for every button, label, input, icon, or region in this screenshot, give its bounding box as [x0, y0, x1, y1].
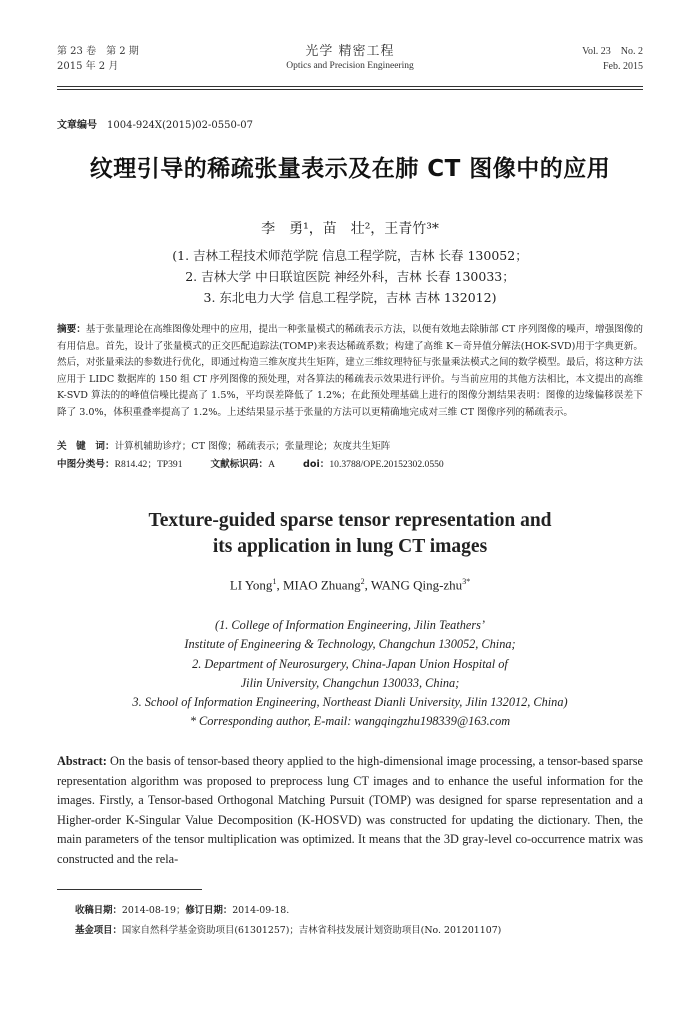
affiliations-cn — [0, 245, 700, 308]
clc-value: R814.42；TP391 — [114, 459, 183, 470]
corresponding-author: * Corresponding author, E-mail: wangqingzhu198339@163.com — [189, 714, 511, 729]
header-rule-thick — [57, 86, 643, 87]
footnote-dates — [75, 902, 289, 916]
keywords-cn-label: 关 键 词： — [57, 441, 115, 452]
abstract-en — [57, 752, 643, 869]
affiliation-en-1: (1. College of Information Engineering, Jilin Teathers’ — [214, 618, 486, 632]
title-en — [0, 508, 700, 560]
revised-label: 修订日期： — [185, 905, 233, 916]
affiliation-en-3: 3. School of Information Engineering, Northeast Dianli University, Jilin 132012, China) — [132, 695, 568, 710]
affiliation-en-2: 2. Department of Neurosurgery, China-Japan Union Hospital of — [192, 656, 508, 671]
abstract-en-label: Abstract: — [57, 754, 107, 768]
header-right — [582, 44, 643, 74]
abstract-cn-label: 摘要： — [57, 324, 86, 335]
footnote-funding — [75, 922, 501, 936]
journal-title-cn: 光学 精密工程 — [305, 44, 395, 59]
author-3: WANG Qing-zhu — [370, 577, 463, 593]
fund-label: 基金项目： — [75, 925, 122, 936]
volume-cn: 第 23 卷 第 2 期 — [57, 46, 139, 57]
clc-label: 中图分类号： — [57, 459, 115, 470]
affiliation-cn-2: 2. 吉林大学 中日联谊医院 神经外科，吉林 长春 130033； — [185, 269, 515, 284]
article-number-label: 文章编号 — [57, 120, 97, 131]
affiliation-cn-3: 3. 东北电力大学 信息工程学院，吉林 吉林 132012) — [203, 290, 497, 305]
keywords-cn-text: 计算机辅助诊疗；CT 图像；稀疏表示；张量理论；灰度共生矩阵 — [114, 441, 391, 452]
date-cn: 2015 年 2 月 — [57, 61, 119, 72]
fund-text: 国家自然科学基金资助项目(61301257)；吉林省科技发展计划资助项目(No. 201201107) — [121, 925, 502, 936]
title-cn: 纹理引导的稀疏张量表示及在肺 CT 图像中的应用 — [89, 156, 611, 182]
received-date: 2014-08-19； — [121, 905, 186, 916]
abstract-cn — [57, 322, 643, 422]
author-3-sup: 3* — [462, 577, 471, 586]
author-1-sup: 1 — [272, 577, 277, 586]
article-number — [57, 116, 253, 131]
doc-code-value: A — [268, 459, 276, 470]
author-1: LI Yong — [229, 577, 273, 593]
affiliation-en-2b: Jilin University, Changchun 130033, China; — [240, 675, 460, 690]
footnote-rule — [57, 889, 202, 890]
abstract-cn-text: 基于张量理论在高维图像处理中的应用，提出一种张量模式的稀疏表示方法，以便有效地去除肺部 CT 序列图像的噪声，增强图像的有用信息。首先，设计了张量模式的正交匹配追踪法(TOMP)来表达稀疏系数；构建了高维 K－奇异值分解法(HOK-SVD)用于字典更新。然后，对张量乘法的参数进行优化，即通过构造三维灰度共生矩阵，建立三维纹理特征与张量乘法模式之间的数学模型。最后，将这种方法应用于 LIDC 数据库的 150 组 CT 序列图像的预处理，对各算法的稀疏表示效果进行评价。与当前应用的其他方法相比，本文提出的高维 K-SVD 算法的的峰值信噪比提高了 1.5%，平均误差降低了 1.2%；在此预处理基础上进行的图像分割结果表明：图像的边缘偏移误差下降了 3.0%，体积重叠率提高了 1.2%。上述结果显示基于张量的方法可以更精确地完成对三维 CT 图像序列的稀疏表示。 — [57, 324, 644, 418]
abstract-en-text: On the basis of tensor-based theory applied to the high-dimensional image processing, a tensor-based sparse representation algorithm was proposed to preprocess lung CT images and to enhance the useful information for the images. Firstly, a Tensor-based Orthogonal Matching Pursuit (TOMP) was designed for sparse representation and a Higher-order K-Singular Value Decomposition (K-HOSVD) was constructed for updating the dictionary. Then, the main parameters of the tensor multiplication was optimized. It means that the 3D gray-level co-occurrence matrix was constructed and the rela- — [57, 754, 643, 866]
volume-en: Vol. 23 No. 2 — [582, 46, 643, 57]
doc-code-label: 文献标识码： — [210, 459, 269, 470]
authors-cn: 李 勇¹，苗 壮²，王青竹³* — [261, 221, 439, 237]
title-en-line2: its application in lung CT images — [212, 536, 488, 557]
keywords-cn — [57, 438, 390, 452]
affiliations-en — [0, 616, 700, 732]
journal-title-en: Optics and Precision Engineering — [286, 61, 414, 71]
author-2-sup: 2 — [360, 577, 365, 586]
received-label: 收稿日期： — [75, 905, 122, 916]
date-en: Feb. 2015 — [603, 61, 643, 72]
affiliation-en-1b: Institute of Engineering & Technology, Changchun 130052, China; — [184, 637, 516, 652]
author-2: MIAO Zhuang — [282, 577, 361, 593]
doi-value: 10.3788/OPE.20152302.0550 — [329, 459, 444, 470]
header-rule-thin — [57, 89, 643, 90]
doi-label: doi： — [303, 459, 330, 470]
title-en-line1: Texture-guided sparse tensor representation and — [148, 510, 552, 531]
classification-line — [57, 456, 444, 470]
revised-date: 2014-09-18. — [232, 905, 290, 916]
affiliation-cn-1: (1. 吉林工程技术师范学院 信息工程学院，吉林 长春 130052； — [172, 248, 528, 263]
authors-en: LI Yong$^1$, MIAO Zhuang$^2$, WANG Qing-zhu$^{3*}$ — [229, 577, 471, 593]
article-number-value: 1004-924X(2015)02-0550-07 — [107, 120, 253, 131]
